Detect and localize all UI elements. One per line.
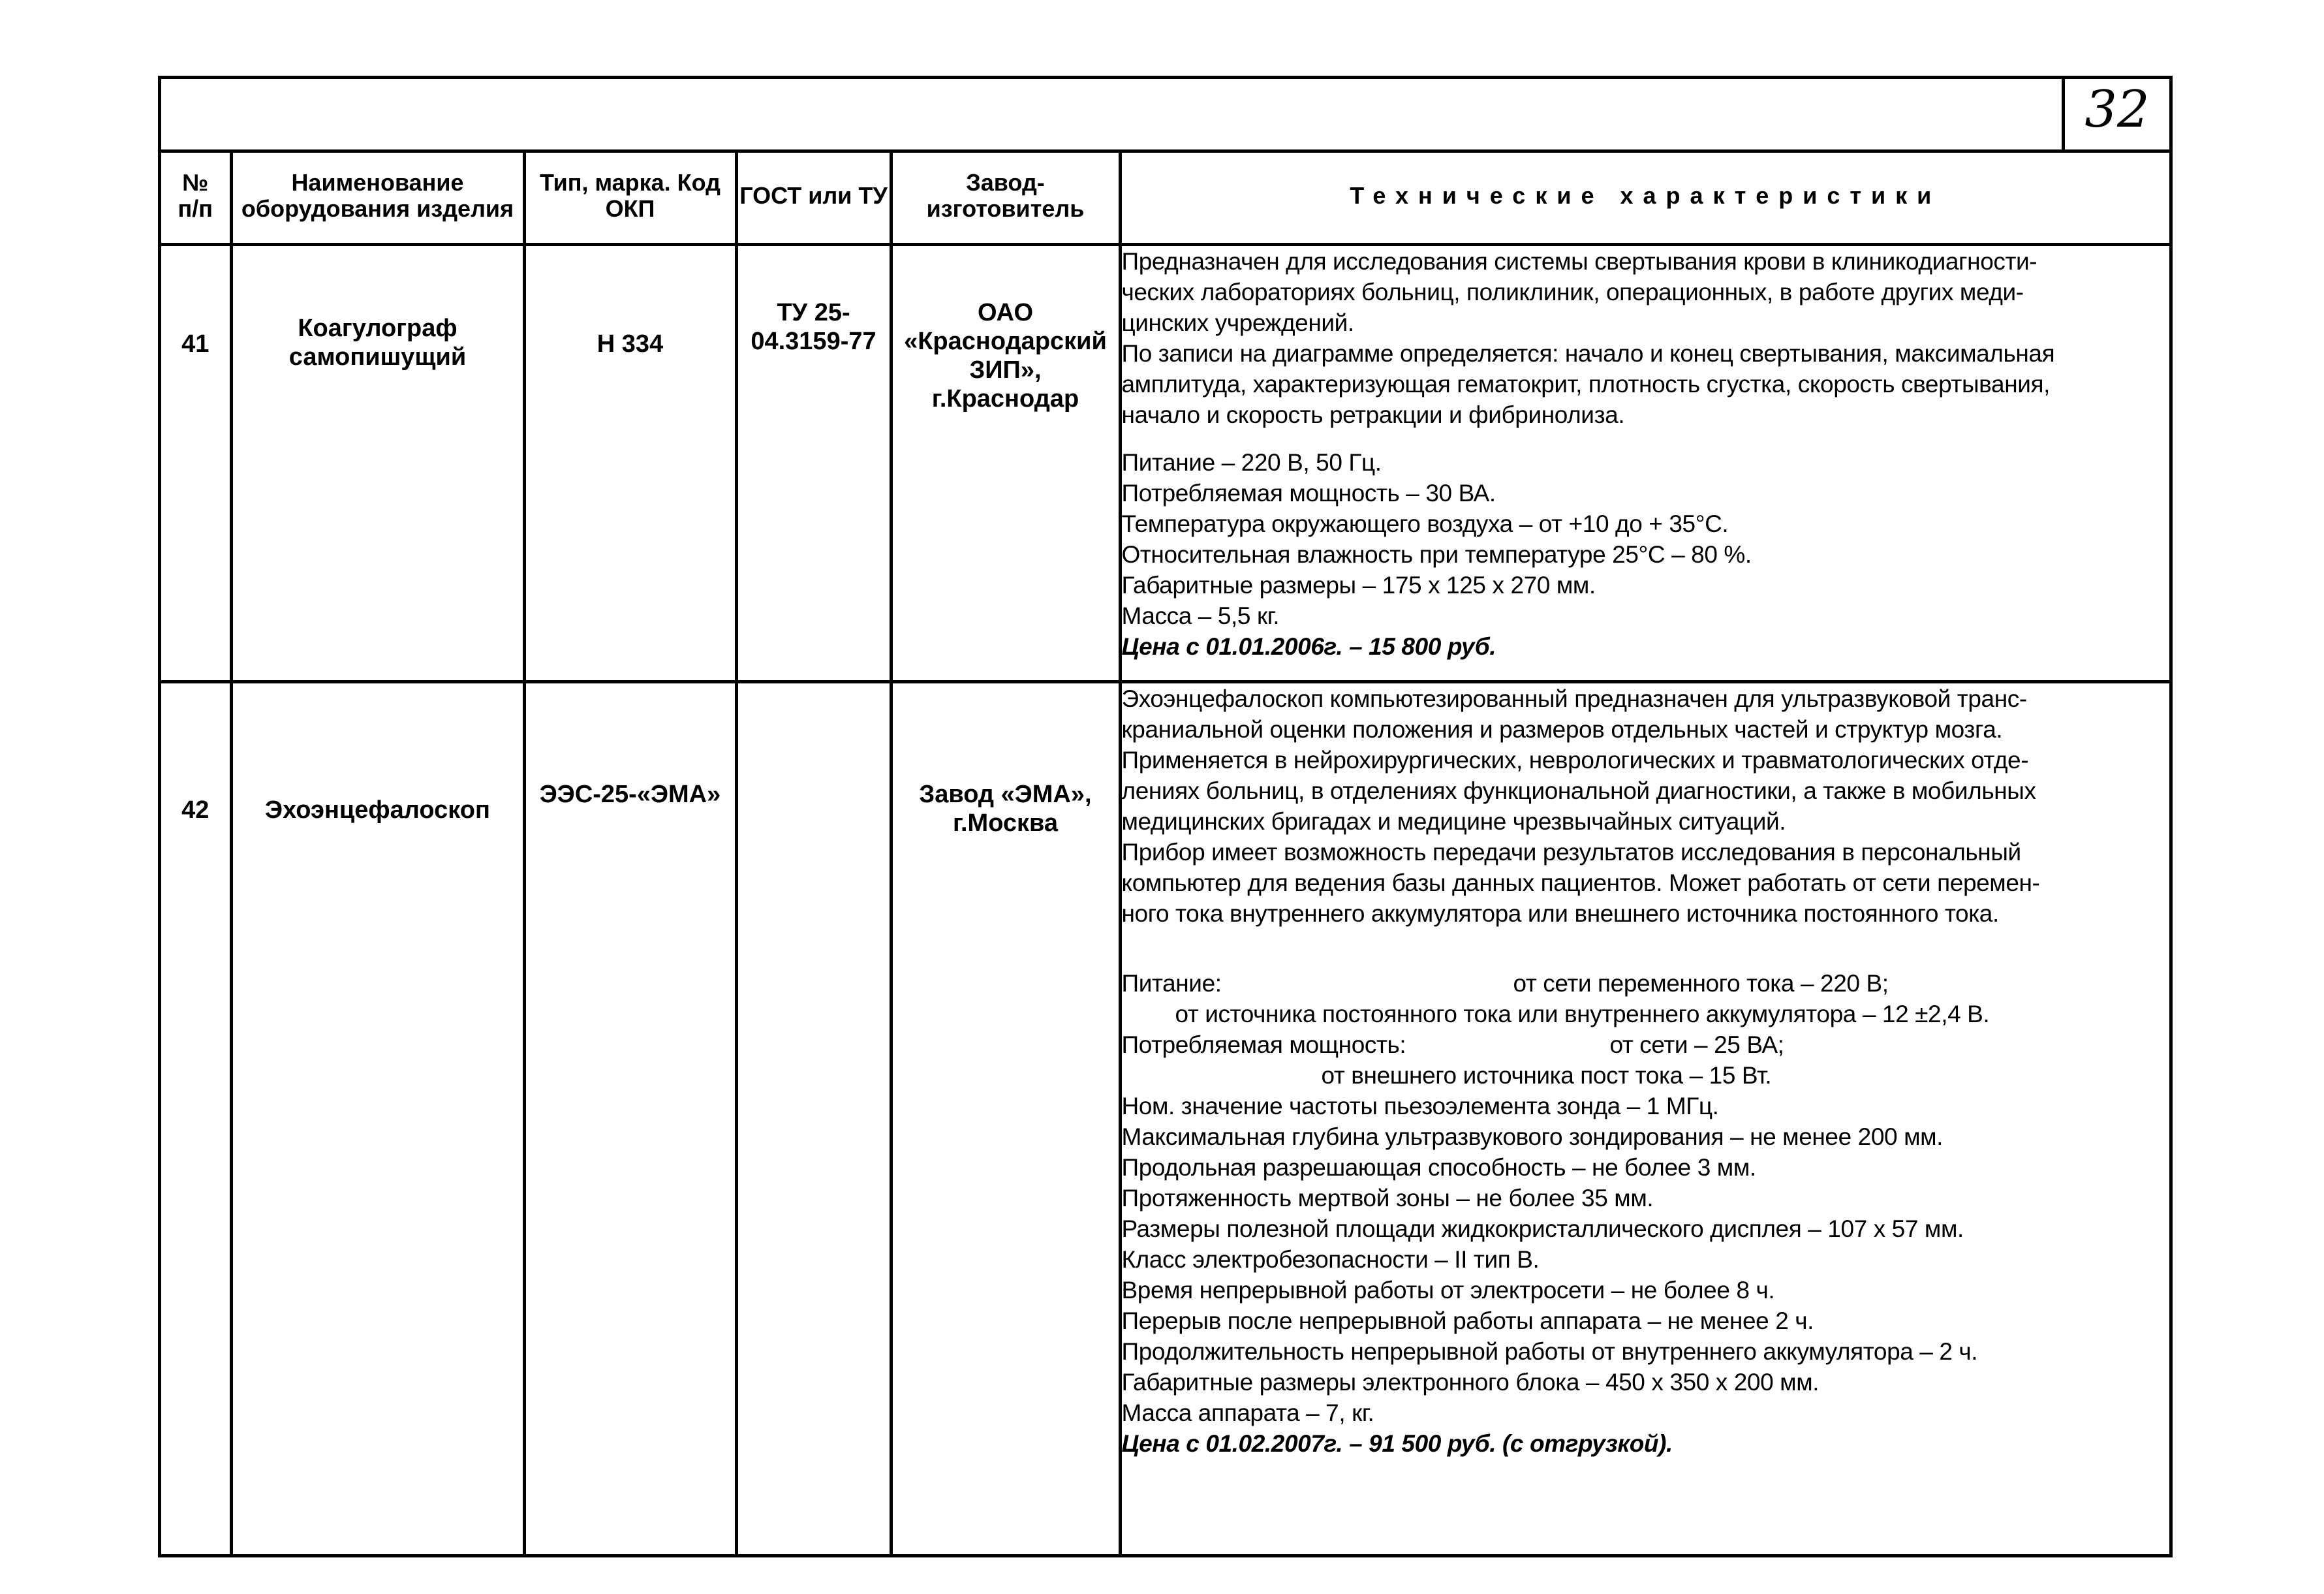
spec-line: Размеры полезной площади жидкокристаллического дисплея – 107 x 57 мм. — [1121, 1215, 1964, 1242]
header-no: № п/п — [161, 149, 231, 244]
row-42-maker-text: Завод «ЭМА», г.Москва — [919, 780, 1092, 837]
row-41-gost — [736, 244, 891, 681]
table-row — [161, 244, 2169, 681]
row-41-description — [1120, 244, 2169, 681]
row-41-type — [524, 244, 736, 681]
header-specs: Технические характеристики — [1120, 149, 2169, 244]
header-gost: ГОСТ или ТУ — [736, 149, 891, 244]
spec-line: Габаритные размеры – 175 x 125 x 270 мм. — [1121, 571, 1596, 599]
spec-line: Время непрерывной работы от электросети – не более 8 ч. — [1121, 1276, 1775, 1304]
desc-line: ного тока внутреннего аккумулятора или внешнего источника постоянного тока. — [1121, 899, 1999, 927]
row-41-maker-text: ОАО «Краснодарский ЗИП», г.Краснодар — [904, 298, 1107, 413]
row-41-gost-text: ТУ 25-04.3159-77 — [751, 298, 876, 355]
row-41-maker — [891, 244, 1120, 681]
consumption-line-2: от внешнего источника пост тока – 15 Вт. — [1321, 1061, 1772, 1089]
row-42-no — [161, 681, 231, 1554]
top-bar — [161, 79, 2169, 153]
spec-line: Габаритные размеры электронного блока – 450 x 350 x 200 мм. — [1121, 1368, 1820, 1396]
desc-line: Эхоэнцефалоскоп компьютезированный предназначен для ультразвуковой транс- — [1121, 685, 2027, 712]
row-42-maker — [891, 681, 1120, 1554]
desc-line: цинских учреждений. — [1121, 309, 1354, 336]
desc-line: амплитуда, характеризующая гематокрит, плотность сгустка, скорость свертывания, — [1121, 370, 2051, 398]
power-line-2: от источника постоянного тока или внутреннего аккумулятора – 12 ±2,4 В. — [1175, 1000, 1990, 1027]
spec-line: Масса – 5,5 кг. — [1121, 602, 1280, 629]
desc-line: краниальной оценки положения и размеров отдельных частей и структур мозга. — [1121, 715, 2003, 743]
row-41-name-text: Коагулограф самопишущий — [288, 314, 467, 371]
desc-line: ческих лабораториях больниц, поликлиник, операционных, в работе других меди- — [1121, 278, 2024, 305]
desc-line: По записи на диаграмме определяется: начало и конец свертывания, максимальная — [1121, 339, 2055, 367]
spec-line: Перерыв после непрерывной работы аппарата – не менее 2 ч. — [1121, 1307, 1814, 1334]
header-maker: Завод-изготовитель — [891, 149, 1120, 244]
desc-line: медицинских бригадах и медицине чрезвычайных ситуаций. — [1121, 807, 1786, 835]
row-42-gost — [736, 681, 891, 1554]
row-41-no-text: 41 — [181, 330, 209, 358]
power-label: Питание: — [1121, 969, 1222, 997]
desc-line: начало и скорость ретракции и фибринолиза. — [1121, 401, 1625, 428]
consumption-line — [1122, 1029, 2170, 1060]
spec-line: Относительная влажность при температуре 25°С – 80 %. — [1121, 540, 1752, 568]
spec-line: Температура окружающего воздуха – от +10 до + 35°С. — [1121, 510, 1729, 537]
page-number: 32 — [2084, 80, 2150, 139]
desc-line: Предназначен для исследования системы свертывания крови в клиникодиагности- — [1121, 247, 2037, 275]
spec-line: Питание – 220 В, 50 Гц. — [1121, 448, 1382, 476]
spec-line: Продолжительность непрерывной работы от внутреннего аккумулятора – 2 ч. — [1121, 1337, 1978, 1365]
row-42-description — [1120, 681, 2169, 1554]
consumption-label: Потребляемая мощность: — [1121, 1031, 1406, 1058]
spec-line: Ном. значение частоты пьезоэлемента зонда – 1 МГц. — [1121, 1092, 1719, 1119]
header-type: Тип, марка. Код ОКП — [524, 149, 736, 244]
desc-line: компьютер для ведения базы данных пациентов. Может работать от сети перемен- — [1121, 869, 2040, 896]
header-name: Наименование оборудования изделия — [231, 149, 524, 244]
power-line — [1122, 968, 2170, 999]
price-line: Цена с 01.01.2006г. – 15 800 руб. — [1121, 633, 1496, 660]
spec-line: Продольная разрешающая способность – не более 3 мм. — [1121, 1153, 1756, 1181]
spec-line: Потребляемая мощность – 30 ВА. — [1121, 479, 1496, 507]
desc-line: Применяется в нейрохирургических, неврологических и травматологических отде- — [1121, 746, 2029, 774]
row-41-name — [231, 244, 524, 681]
row-42-type-text: ЭЭС-25-«ЭМА» — [539, 780, 721, 808]
row-42-type — [524, 681, 736, 1554]
power-value: от сети переменного тока – 220 В; — [1513, 969, 1889, 997]
row-42-name-text: Эхоэнцефалоскоп — [265, 796, 490, 824]
row-42-name — [231, 681, 524, 1554]
row-42-no-text: 42 — [181, 796, 209, 824]
spec-line: Максимальная глубина ультразвукового зондирования – не менее 200 мм. — [1121, 1123, 1944, 1150]
spec-line: Протяженность мертвой зоны – не более 35 мм. — [1121, 1184, 1654, 1211]
table-row — [161, 681, 2169, 1554]
price-line: Цена с 01.02.2007г. – 91 500 руб. (с отгрузкой). — [1121, 1430, 1673, 1457]
equipment-table — [161, 149, 2169, 1554]
equipment-table-sheet — [158, 76, 2173, 1557]
desc-line: Прибор имеет возможность передачи результатов исследования в персональный — [1121, 838, 2021, 866]
spec-line: Масса аппарата – 7, кг. — [1121, 1399, 1374, 1426]
row-41-no — [161, 244, 231, 681]
spec-line: Класс электробезопасности – II тип В. — [1121, 1245, 1540, 1273]
row-41-type-text: Н 334 — [596, 330, 664, 358]
desc-line: лениях больниц, в отделениях функциональной диагностики, а также в мобильных — [1121, 777, 2036, 804]
table-header-row — [161, 149, 2169, 244]
consumption-value: от сети – 25 ВА; — [1609, 1031, 1784, 1058]
page-number-box — [2062, 79, 2169, 149]
